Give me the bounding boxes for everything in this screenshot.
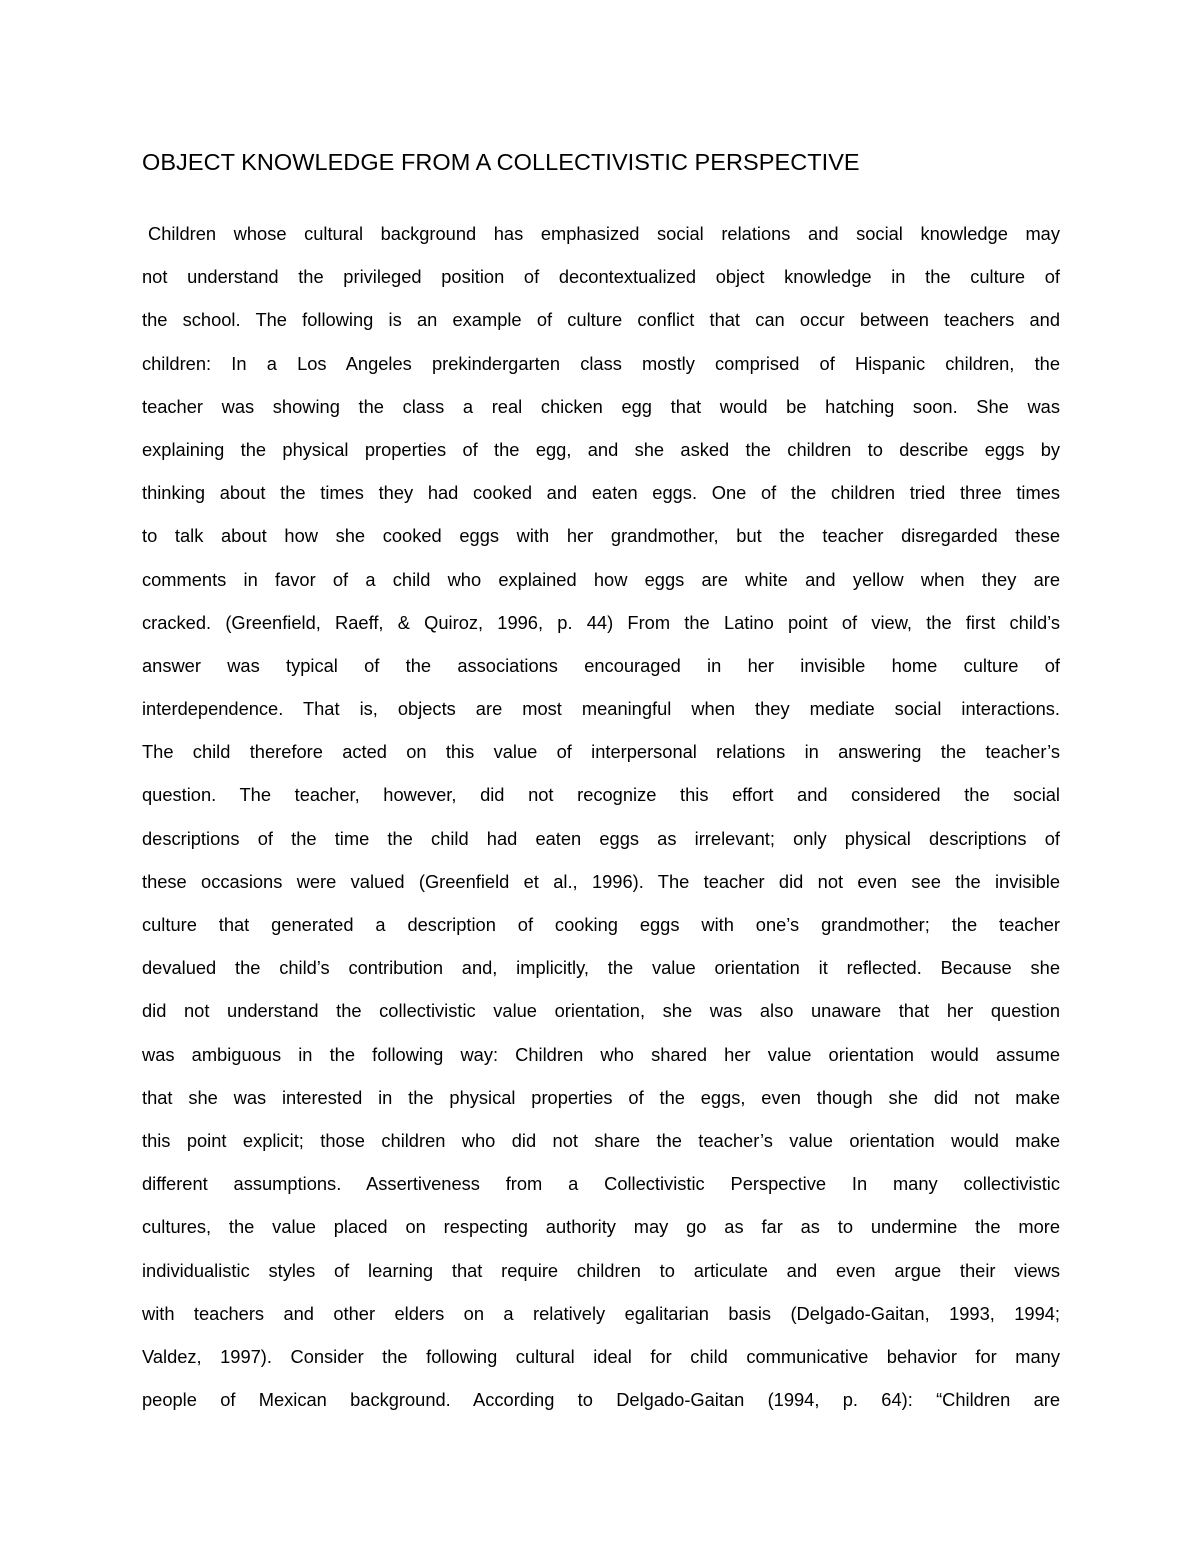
paragraph-line: Valdez, 1997). Consider the following cultural ideal for child communicative behavior for many <box>142 1345 1060 1367</box>
paragraph-line: children: In a Los Angeles prekindergarten class mostly comprised of Hispanic children, the <box>142 352 1060 374</box>
paragraph-line: cultures, the value placed on respecting authority may go as far as to undermine the more <box>142 1216 1060 1238</box>
paragraph-line: different assumptions. Assertiveness from a Collectivistic Perspective In many collectivistic <box>142 1173 1060 1195</box>
paragraph-line: was ambiguous in the following way: Children who shared her value orientation would assume <box>142 1043 1060 1065</box>
paragraph-line: The child therefore acted on this value of interpersonal relations in answering the teacher’s <box>142 741 1060 763</box>
paragraph-line: teacher was showing the class a real chicken egg that would be hatching soon. She was <box>142 395 1060 417</box>
paragraph-line: with teachers and other elders on a relatively egalitarian basis (Delgado-Gaitan, 1993, 1994; <box>142 1302 1060 1324</box>
paragraph-line: this point explicit; those children who did not share the teacher’s value orientation would make <box>142 1129 1060 1151</box>
paragraph-line: the school. The following is an example of culture conflict that can occur between teachers and <box>142 309 1060 331</box>
paragraph-line: individualistic styles of learning that require children to articulate and even argue their views <box>142 1259 1060 1281</box>
paragraph-line: not understand the privileged position of decontextualized object knowledge in the culture of <box>142 266 1060 288</box>
paragraph-line: these occasions were valued (Greenfield et al., 1996). The teacher did not even see the invisible <box>142 870 1060 892</box>
paragraph-line: Children whose cultural background has emphasized social relations and social knowledge may <box>148 223 1060 244</box>
paragraph-line: culture that generated a description of cooking eggs with one’s grandmother; the teacher <box>142 914 1060 935</box>
body-paragraph <box>142 212 1060 1421</box>
paragraph-line: descriptions of the time the child had eaten eggs as irrelevant; only physical descriptions of <box>142 827 1060 849</box>
paragraph-line: explaining the physical properties of the egg, and she asked the children to describe eggs by <box>142 438 1060 460</box>
paragraph-line: devalued the child’s contribution and, implicitly, the value orientation it reflected. Because she <box>142 957 1060 979</box>
paragraph-line: did not understand the collectivistic value orientation, she was also unaware that her question <box>142 1000 1060 1022</box>
page-title: OBJECT KNOWLEDGE FROM A COLLECTIVISTIC PERSPECTIVE <box>142 149 860 175</box>
paragraph-line: that she was interested in the physical properties of the eggs, even though she did not make <box>142 1086 1060 1108</box>
paragraph-line: interdependence. That is, objects are most meaningful when they mediate social interactions. <box>142 698 1060 720</box>
paragraph-line: question. The teacher, however, did not recognize this effort and considered the social <box>142 784 1060 806</box>
paragraph-line: people of Mexican background. According to Delgado-Gaitan (1994, p. 64): “Children are <box>142 1389 1060 1411</box>
paragraph-line: thinking about the times they had cooked and eaten eggs. One of the children tried three times <box>142 482 1060 504</box>
paragraph-line: cracked. (Greenfield, Raeff, & Quiroz, 1996, p. 44) From the Latino point of view, the first child’s <box>142 611 1060 633</box>
paragraph-line: answer was typical of the associations encouraged in her invisible home culture of <box>142 654 1060 676</box>
paragraph-line: to talk about how she cooked eggs with her grandmother, but the teacher disregarded these <box>142 525 1060 547</box>
paragraph-line: comments in favor of a child who explained how eggs are white and yellow when they are <box>142 568 1060 590</box>
